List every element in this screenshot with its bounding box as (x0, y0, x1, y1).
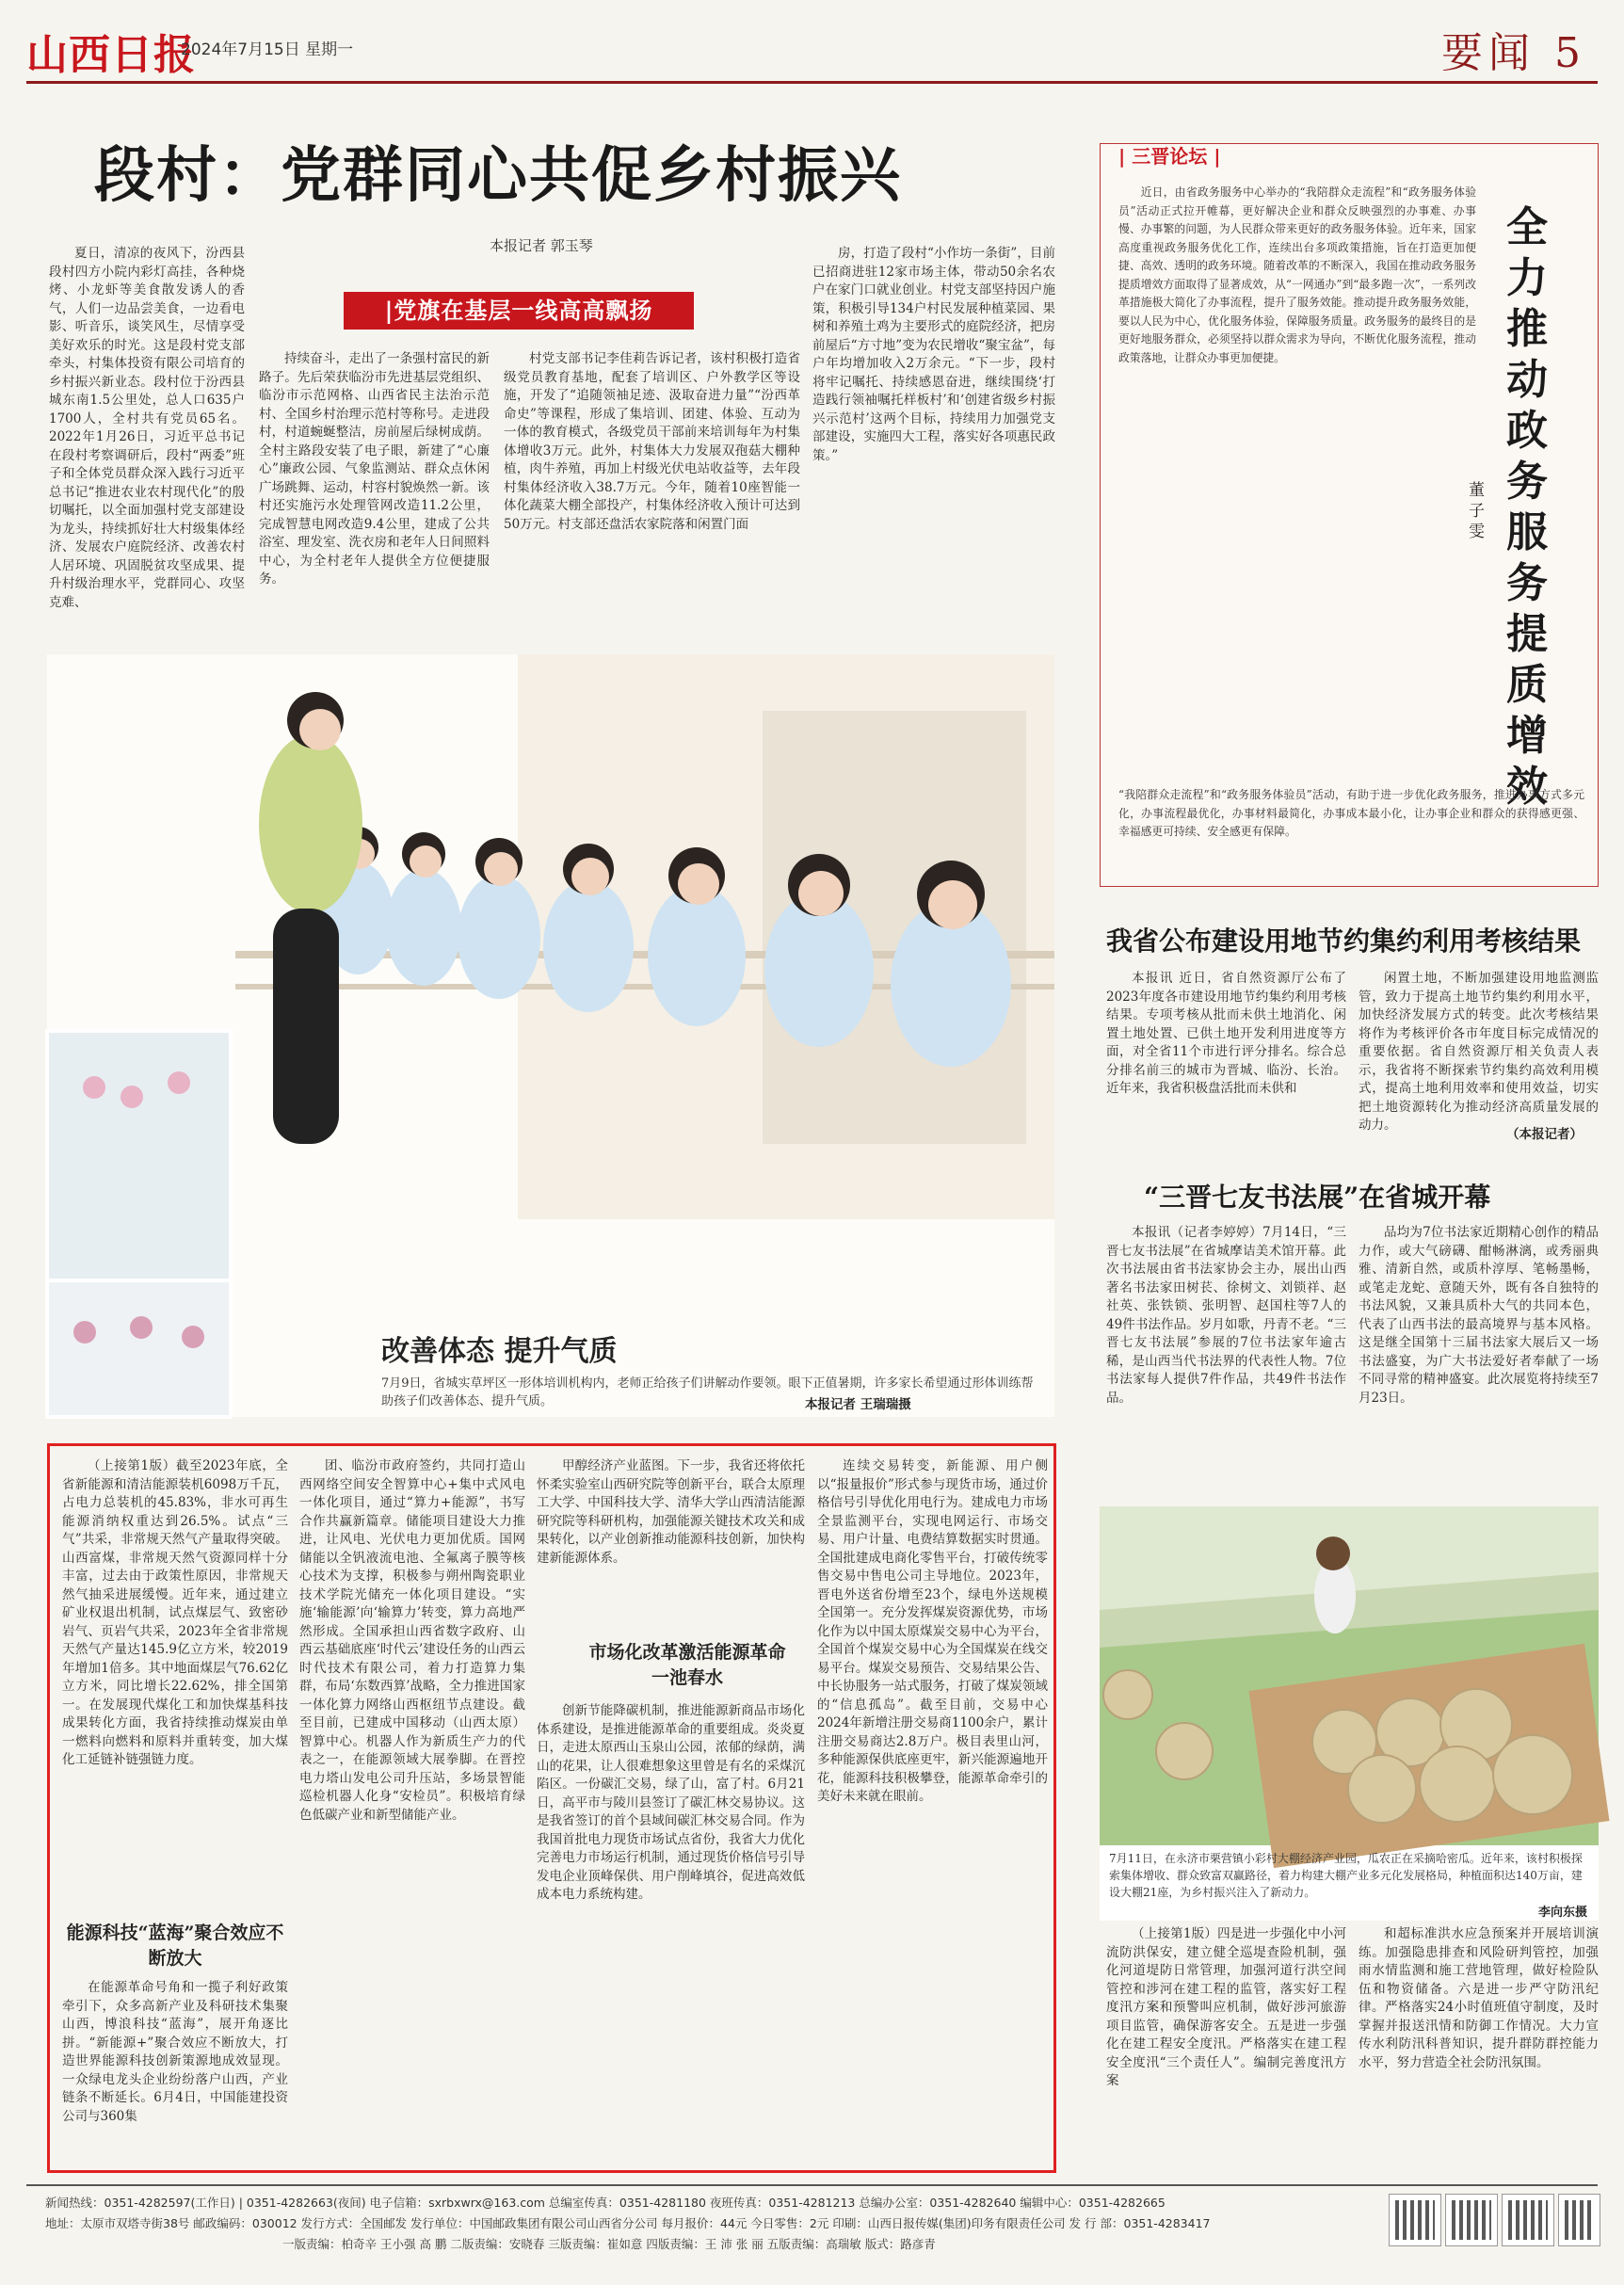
photo-credit: 本报记者 王瑞瑞摄 (805, 1397, 911, 1412)
land-col-1 (1106, 970, 1346, 1139)
footer-rule (26, 2184, 1598, 2186)
footer-line-1: 新闻热线：0351-4282597(工作日) | 0351-4282663(夜间) 电子信箱：sxrbxwrx@163.com 总编室传真：0351-4281180 夜班传真：0351-4281213 总编办公室：0351-4282640 编辑中心：0351-4282665 (45, 2196, 1166, 2210)
continued-col-3b (537, 1702, 805, 2164)
melon-caption: 7月11日，在永济市栗营镇小彩村大棚经济产业园，瓜农正在采摘哈密瓜。近年来，该村积极探索集体增收、群众致富双赢路径，着力构建大棚产业多元化发展格局，种植面积达140万亩，建设大棚21座，为乡村振兴注入了新动力。 (1109, 1852, 1583, 1899)
newspaper-logo: 山西日报 (26, 31, 196, 79)
melon-credit: 李向东摄 (1537, 1906, 1587, 1920)
masthead-rule (26, 81, 1598, 84)
forum-text (1118, 184, 1476, 777)
qr-code-icon (1502, 2194, 1554, 2246)
calligraphy-title: “三晋七友书法展”在省城开幕 (1144, 1182, 1491, 1213)
flood-col-1-text: （上接第1版）四是进一步强化中小河流防洪保安，建立健全巡堤查险机制，强化河道堤防日常管理，加强河道行洪空间管控和涉河在建工程的监管，落实好工程度汛方案和预警叫应机制，做好涉河旅游项目监管，确保游客安全。五是进一步强化在建工程安全度汛。严格落实在建工程安全度汛“三个责任人”。编制完善度汛方案 (1106, 1926, 1346, 2088)
land-col-2 (1359, 970, 1599, 1133)
land-col-1-text: 本报讯 近日，省自然资源厅公布了2023年度各市建设用地节约集约利用考核结果。专项考核从批而未供土地消化、闲置土地处置、已供土地开发利用进度等方面，对全省11个市进行评分排名。综合总分排名前三的城市为晋城、临汾、长治。近年来，我省积极盘活批而未供和 (1106, 971, 1346, 1096)
lead-headline: 段村：党群同心共促乡村振兴 (94, 140, 902, 211)
land-col-2-text: 闲置土地，不断加强建设用地监测监管，致力于提高土地节约集约利用水平，加快经济发展方式的转变。此次考核结果将作为考核评价各市年度目标完成情况的重要依据。省自然资源厅相关负责人表示，我省将不断探索节约集约高效利用模式，提高土地利用效率和使用效益，切实把土地资源转化为推动经济高质量发展的动力。 (1359, 971, 1599, 1133)
calligraphy-col-1-text: 本报讯（记者李婷婷）7月14日，“三晋七友书法展”在省城摩诘美术馆开幕。此次书法展由省书法家协会主办，展出山西著名书法家田树苌、徐树文、刘锁祥、赵社英、张铁锁、张明智、赵国柱等7人的49件书法作品。岁月如歌，丹青不老。“三晋七友书法展”参展的7位书法家年逾古稀，是山西当代书法界的代表性人物。7位书法家每人提供7件作品，共49件书法作品。 (1106, 1225, 1346, 1406)
forum-tag: | 三晋论坛 | (1118, 145, 1221, 168)
footer-line-3: 一版责编：柏奇辛 王小强 高 鹏 二版责编：安晓春 三版责编：崔如意 四版责编：王 沛 张 丽 五版责编：高瑞敏 版式：路彦青 (282, 2237, 936, 2251)
lead-col-2 (259, 350, 490, 640)
forum-text-end-body: “我陪群众走流程”和“政务服务体验员”活动，有助于进一步优化政务服务，推进办事方式多元化，办事流程最优化，办事材料最简化，办事成本最小化，让办事企业和群众的获得感更强、幸福感更可持续、安全感更有保障。 (1118, 788, 1584, 838)
continued-col-2-text: 团、临汾市政府签约，共同打造山西网络空间安全智算中心+集中式风电一体化项目，通过“算力+能源”，书写合作共赢新篇章。储能项目建设大力推进，让风电、光伏电力更加优质。国网储能以全钒液流电池、全氟离子膜等核心技术为支撑，积极参与朔州陶瓷职业技术学院光储充一体化项目建设。“实施‘输能源’向‘输算力’转变，算力高地严然形成。全国承担山西省数字政府、山西云基础底座‘时代云’建设任务的山西云时代技术有限公司，着力打造算力集群，布局‘东数西算’战略，全力推进国家一体化算力网络山西枢纽节点建设。截至目前，已建成中国移动（山西太原）智算中心。机器人作为新质生产力的代表之一，在能源领域大展拳脚。在晋控电力塔山发电公司升压站，多场景智能巡检机器人化身“安检员”。积极培育绿色低碳产业和新型储能产业。 (299, 1458, 525, 1823)
forum-author: 董子雯 (1469, 481, 1485, 541)
forum-text-body: 近日，由省政务服务中心举办的“我陪群众走流程”和“政务服务体验员”活动正式拉开帷幕，更好解决企业和群众反映强烈的办事难、办事慢、办事繁的问题，为人民群众带来更好的政务服务体验。近年来，国家高度重视政务服务优化工作，连续出台多项政策措施，旨在打造更加便捷、高效、透明的政务环境。随着改革的不断深入，我国在推动政务服务提质增效方面取得了显著成效，从“一网通办”到“最多跑一次”，一系列改革措施极大简化了办事流程，提升了服务效能。推动提升政务服务效能，要以人民为中心，优化服务体验，保障服务质量。政务服务的最终目的是更好地服务群众，必须坚持以群众需求为导向，不断优化服务流程，推动政策落地，让群众办事更加便捷。 (1118, 185, 1476, 364)
flood-col-1 (1106, 1925, 1346, 2175)
continued-subhead-1: 能源科技“蓝海”聚合效应不断放大 (66, 1923, 284, 1969)
calligraphy-col-2-text: 品均为7位书法家近期精心创作的精品力作，或大气磅礴、酣畅淋漓，或秀丽典雅、清新自然，或质朴淳厚、笔畅墨畅，或笔走龙蛇、意随天外，既有各自独特的书法风貌，又兼具质朴大气的共同本色，代表了山西书法的最高境界与基本风格。这是继全国第十三届书法家大展后又一场书法盛宴，为广大书法爱好者奉献了一场不同寻常的精神盛宴。此次展览将持续至7月23日。 (1359, 1225, 1599, 1406)
calligraphy-col-2 (1359, 1224, 1599, 1497)
continued-col-1a (62, 1457, 288, 1909)
land-credit: （本报记者） (1506, 1127, 1583, 1142)
forum-title: 全力推动政务服务提质增效 (1506, 203, 1548, 811)
dance-class-illustration (47, 654, 1054, 1417)
lead-byline: 本报记者 郭玉琴 (490, 237, 593, 254)
photo-caption: 7月9日，省城实草坪区一形体培训机构内，老师正给孩子们讲解动作要领。眼下正值暑期，许多家长希望通过形体训练帮助孩子们改善体态、提升气质。 (381, 1376, 1034, 1408)
continued-col-3b-text: 创新节能降碳机制，推进能源新商品市场化体系建设，是推进能源革命的重要组成。炎炎夏日，走进太原西山玉泉山公园，浓郁的绿荫，满山的花果，让人很难想象这里曾是有名的采煤沉陷区。一份碳汇交易，绿了山，富了村。6月21日，高平市与陵川县签订了碳汇林交易协议。这是我省签订的首个县域间碳汇林交易合同。作为我国首批电力现货市场试点省份，我省大力优化完善电力市场运行机制，通过现货价格信号引导发电企业顶峰保供、用户削峰填谷，促进高效低成本电力系统构建。 (537, 1703, 805, 1902)
continued-col-1a-text: （上接第1版）截至2023年底，全省新能源和清洁能源装机6098万千瓦，占电力总装机的45.83%，非水可再生能源消纳权重达到26.5%。试点“三气”共采，非常规天然气产量取得突破。山西富煤，非常规天然气资源同样十分丰富，过去由于政策性原因，非常规天然气抽采进展缓慢。近年来，通过建立矿业权退出机制，试点煤层气、致密砂岩气、页岩气共采，2023年全省非常规天然气产量达145.9亿立方米，较2019年增加1倍多。其中地面煤层气76.62亿立方米，同比增长22.62%，排全国第一。在发展现代煤化工和加快煤基科技成果转化方面，我省持续推动煤炭由单一燃料向燃料和原料并重转变，加大煤化工延链补链强链力度。 (62, 1458, 288, 1767)
qr-code-icon (1445, 2194, 1498, 2246)
land-title: 我省公布建设用地节约集约利用考核结果 (1106, 925, 1582, 957)
lead-col-4-text: 房，打造了段村“小作坊一条街”，目前已招商进驻12家市场主体，带动50余名农户在家门口就业创业。村党支部坚持因户施策，积极引导134户村民发展种植菜园、果树和养殖土鸡为主要形式的庭院经济，把房前屋后“方寸地”变为农民增收“聚宝盆”，每户年均增加收入2万余元。“下一步，段村将牢记嘱托、持续感恩奋进，继续围绕‘打造践行领袖嘱托样板村’和‘创建省级乡村振兴示范村’这两个目标，持续用力加强党支部建设，实施四大工程，落实好各项惠民政策。” (812, 246, 1055, 463)
section-title: 要闻 5 (1441, 29, 1586, 77)
lead-col-1 (49, 245, 245, 640)
melon-illustration (1100, 1506, 1599, 1845)
qr-code-icon (1389, 2194, 1441, 2246)
lead-col-3 (504, 350, 800, 640)
continued-col-4 (817, 1457, 1048, 2164)
flood-col-2 (1359, 1925, 1599, 2175)
footer-line-2: 地址：太原市双塔寺街38号 邮政编码：030012 发行方式：全国邮发 发行单位：中国邮政集团有限公司山西省分公司 每月报价：44元 今日零售：2元 印刷：山西日报传媒(集团)印务有限责任公司 发 行 部：0351-4283417 (45, 2216, 1211, 2230)
continued-col-1b-text: 在能源革命号角和一揽子利好政策牵引下，众多高新产业及科研技术集聚山西，博浪科技“蓝海”，展开角逐比拼。“新能源+”聚合效应不断放大，打造世界能源科技创新策源地成效显现。一众绿电龙头企业纷纷落户山西，产业链条不断延长。6月4日，中国能建投资公司与360集 (62, 1980, 288, 2124)
continued-col-4-text: 连续交易转变，新能源、用户侧以“报量报价”形式参与现货市场，通过价格信号引导优化用电行为。建成电力市场全景监测平台，实现电网运行、市场交易、用户计量、电费结算数据实时贯通。全国批建成电商化零售平台，打破传统零售交易中售电公司主导地位。2023年，晋电外送省份增至23个，绿电外送规模全国第一。充分发挥煤炭资源优势，市场化作为以中国太原煤炭交易中心为平台，全国首个煤炭交易中心为全国煤炭在线交易平台。煤炭交易预告、交易结果公告、中长协服务一站式服务，打破了煤炭领域的“信息孤岛”。截至目前，交易中心2024年新增注册交易商1100余户，累计注册交易商达2.8万户。极目表里山河，多种能源保供底座更牢，新兴能源遍地开花，能源科技积极攀登，能源革命牵引的美好未来就在眼前。 (817, 1458, 1048, 1804)
continued-col-2 (299, 1457, 525, 2164)
main-photo (47, 654, 1054, 1417)
continued-col-3a (537, 1457, 805, 1636)
lead-col-4 (812, 245, 1055, 640)
lead-col-1-text: 夏日，清凉的夜风下，汾西县段村四方小院内彩灯高挂，各种烧烤、小龙虾等美食散发诱人的香气，人们一边品尝美食，一边看电影、听音乐，谈笑风生，尽情享受美好欢乐的时光。这是段村党支部牵头，村集体投资有限公司培育的乡村振兴新业态。段村位于汾西县城东南1.5公里处，总人口635户1700人，全村共有党员65名。2022年1月26日，习近平总书记在段村考察调研后，段村“两委”班子和全体党员群众深入践行习近平总书记“推进农业农村现代化”的殷切嘱托，以全面加强村党支部建设为龙头，持续抓好壮大村级集体经济、发展农户庭院经济、改善农村人居环境、巩固脱贫攻坚成果、提升村级治理水平，党群同心、攻坚克难、 (49, 246, 245, 610)
calligraphy-col-1 (1106, 1224, 1346, 1497)
continued-subhead-2: 市场化改革激活能源革命一池春水 (588, 1642, 786, 1688)
continued-col-3a-text: 甲醇经济产业蓝图。下一步，我省还将依托怀柔实验室山西研究院等创新平台，联合太原理工大学、中国科技大学、清华大学山西清洁能源研究院等科研机构，加强能源关键技术攻关和成果转化，以产业创新推动能源科技创新，加快构建新能源体系。 (537, 1458, 805, 1566)
photo-title: 改善体态 提升气质 (381, 1335, 618, 1368)
flood-col-2-text: 和超标准洪水应急预案并开展培训演练。加强隐患排查和风险研判管控，加强雨水情监测和施工营地管理，做好检险队伍和物资储备。六是进一步严守防汛纪律。严格落实24小时值班值守制度，及时掌握并报送汛情和防御工作情况。大力宣传水利防汛科普知识，提升群防群控能力水平，努力营造全社会防汛氛围。 (1359, 1926, 1599, 2070)
melon-photo (1100, 1506, 1599, 1921)
lead-col-3-text: 村党支部书记李佳莉告诉记者，该村积极打造省级党员教育基地，配套了培训区、户外教学区等设施，开发了“追随领袖足迹、汲取奋进力量”“汾西革命史”等课程，形成了集培训、团建、体验、互动为一体的教育模式，各级党员干部前来培训每年为村集体增收3万元。此外，村集体大力发展双孢菇大棚种植，肉牛养殖，再加上村级光伏电站收益等，去年段村集体经济收入38.7万元。今年，随着10座智能一体化蔬菜大棚全部投产，村集体经济收入预计可达到50万元。村支部还盘活农家院落和闲置门面 (504, 351, 800, 532)
issue-date: 2024年7月15日 星期一 (181, 40, 354, 59)
lead-col-2-text: 持续奋斗，走出了一条强村富民的新路子。先后荣获临汾市先进基层党组织、临汾市示范网格、山西省民主法治示范村、全国乡村治理示范村等称号。走进段村，村道蜿蜒整洁，房前屋后绿树成荫。全村主路段安装了电子眼，新建了“心廉心”廉政公园、气象监测站、群众点休闲广场跳舞、运动，村容村貌焕然一新。该村还实施污水处理管网改造11.2公里，完成智慧电网改造9.4公里，建成了公共浴室、理发室、洗衣房和老年人日间照料中心，为全村老年人提供全方位便捷服务。 (259, 351, 490, 587)
lead-banner: |党旗在基层一线高高飘扬 (344, 292, 694, 330)
qr-code-icon (1558, 2194, 1600, 2246)
forum-text-end (1118, 786, 1584, 842)
continued-col-1b (62, 1979, 288, 2163)
